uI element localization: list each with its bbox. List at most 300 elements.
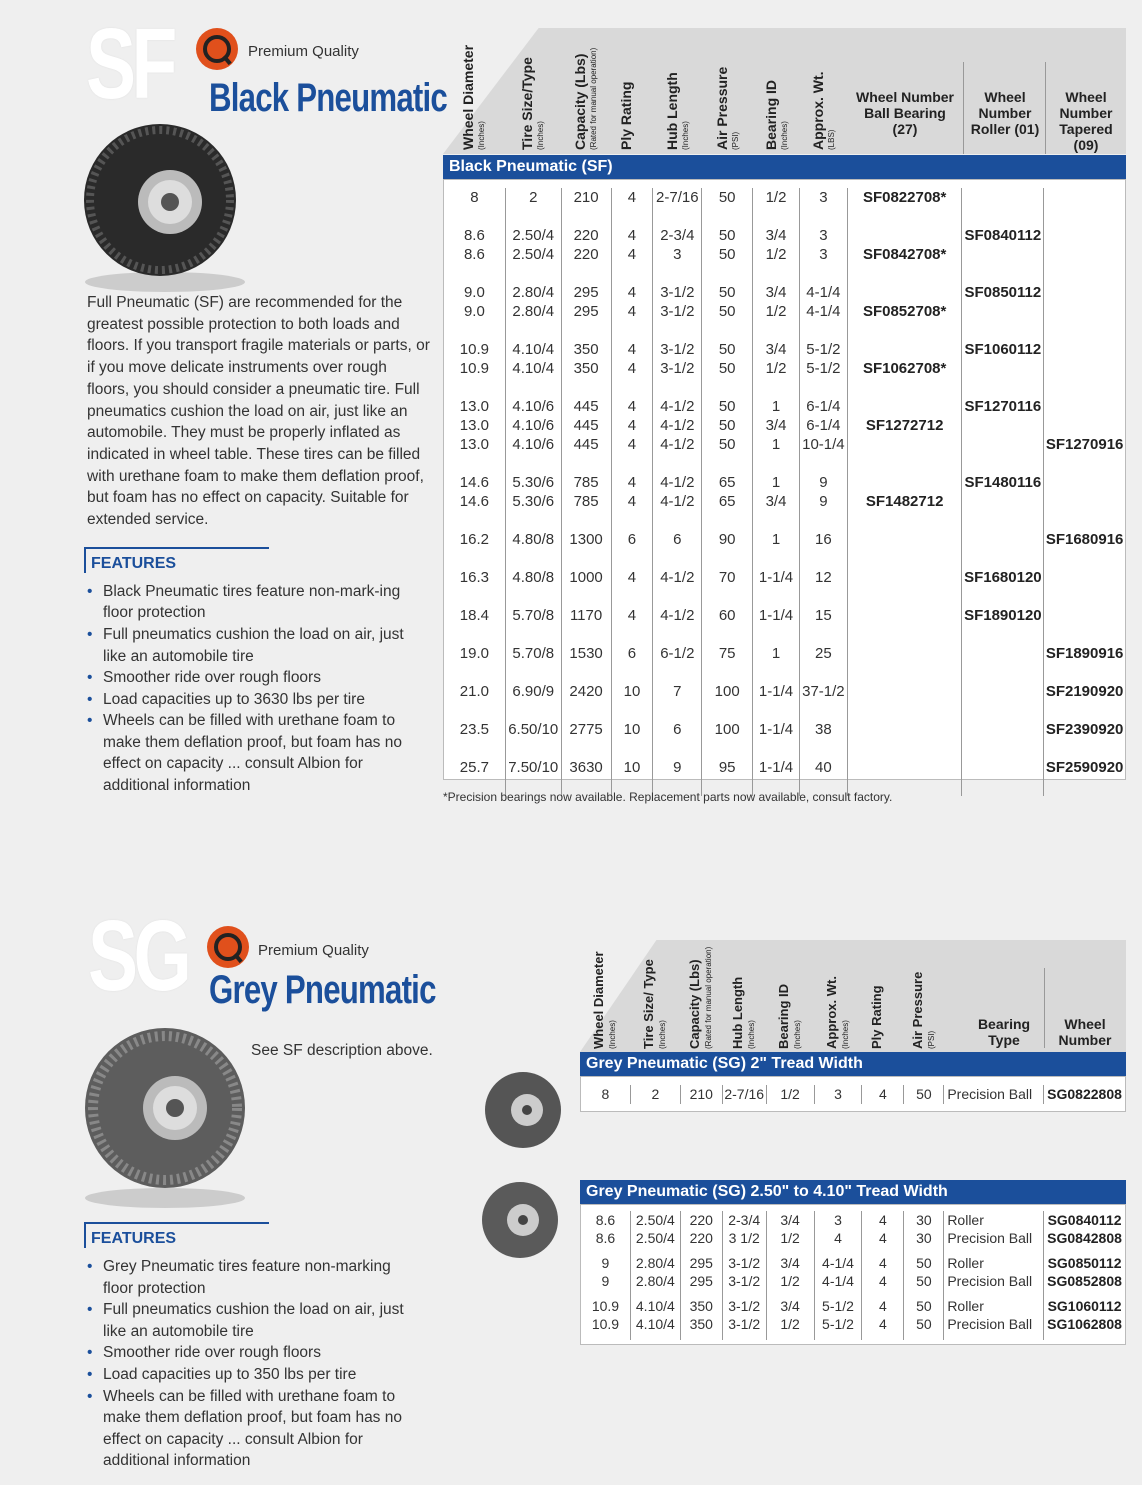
- table-cell: 1: [753, 473, 800, 492]
- cell-divider: [506, 587, 562, 606]
- cell-divider: [904, 1333, 944, 1340]
- cell-divider: [1044, 321, 1125, 340]
- cell-divider: [962, 701, 1044, 720]
- table-cell: 3 1/2: [723, 1229, 767, 1247]
- table-cell: 350: [562, 340, 612, 359]
- table-cell: 50: [702, 435, 753, 454]
- sg-table-body-1: [580, 1076, 1126, 1112]
- table-cell: [848, 568, 963, 587]
- table-cell: 4: [612, 416, 654, 435]
- table-cell: Precision Ball: [944, 1085, 1044, 1104]
- cell-divider: [962, 587, 1044, 606]
- row-spacer: [444, 454, 1125, 473]
- cell-divider: [848, 625, 963, 644]
- cell-divider: [444, 587, 506, 606]
- table-cell: [848, 340, 963, 359]
- column-header: [869, 943, 897, 1049]
- row-spacer: [581, 1333, 1125, 1340]
- table-cell: 1530: [562, 644, 612, 663]
- table-cell: 1: [753, 644, 800, 663]
- cell-divider: [653, 378, 702, 397]
- table-cell: 4: [612, 473, 654, 492]
- cell-divider: [753, 264, 800, 283]
- cell-divider: [800, 739, 848, 758]
- table-cell: [1044, 397, 1125, 416]
- premium-quality: Premium Quality: [258, 942, 369, 959]
- table-cell: 6-1/2: [653, 644, 702, 663]
- sg-title: Grey Pneumatic: [209, 968, 436, 1012]
- cell-divider: [962, 777, 1044, 796]
- table-cell: 2.80/4: [631, 1254, 681, 1272]
- column-header: [519, 32, 547, 150]
- cell-divider: [800, 663, 848, 682]
- cell-divider: [581, 1247, 631, 1254]
- table-cell: SF2190920: [1045, 683, 1124, 700]
- feature-item: • Smoother ride over rough floors: [87, 1342, 417, 1364]
- table-cell: 2-3/4: [723, 1211, 767, 1229]
- row-spacer: [444, 321, 1125, 340]
- table-cell: [1044, 606, 1125, 625]
- table-cell: SF1890916: [1045, 645, 1124, 662]
- table-cell: 3/4: [767, 1211, 815, 1229]
- cell-divider: [506, 739, 562, 758]
- column-header: [824, 943, 852, 1049]
- table-cell: 50: [904, 1315, 944, 1333]
- table-cell: 1-1/4: [753, 758, 800, 777]
- column-header: [776, 943, 804, 1049]
- premium-quality: Premium Quality: [248, 43, 359, 60]
- cell-divider: [1044, 777, 1125, 796]
- table-cell: [1044, 226, 1125, 245]
- table-cell: SF1890120: [962, 606, 1044, 625]
- cell-divider: [681, 1290, 723, 1297]
- column-header-title: Hub Length: [663, 72, 680, 150]
- table-cell: SG0842808: [1047, 1230, 1122, 1246]
- table-cell: 1-1/4: [753, 720, 800, 739]
- column-header-unit: (PSI): [927, 1030, 936, 1049]
- table-cell: 4: [862, 1315, 904, 1333]
- table-cell: 3-1/2: [653, 302, 702, 321]
- table-cell: 1-1/4: [753, 606, 800, 625]
- table-cell: 1/2: [753, 188, 800, 207]
- cell-divider: [562, 663, 612, 682]
- feature-item: • Full pneumatics cushion the load on air, just like an automobile tire: [87, 624, 417, 667]
- table-cell: 1: [753, 397, 800, 416]
- table-cell: 30: [904, 1229, 944, 1247]
- cell-divider: [702, 625, 753, 644]
- table-cell: 4.10/6: [506, 416, 562, 435]
- wheel-number-header: Wheel Number: [1058, 1016, 1112, 1048]
- table-cell: Roller: [944, 1297, 1044, 1315]
- table-row: [581, 1297, 1125, 1315]
- cell-divider: [800, 264, 848, 283]
- table-cell: [1044, 340, 1125, 359]
- table-cell: 4: [862, 1254, 904, 1272]
- cell-divider: [767, 1247, 815, 1254]
- table-cell: 2.50/4: [506, 226, 562, 245]
- table-cell: 4.10/4: [631, 1297, 681, 1315]
- table-cell: 9.0: [444, 283, 506, 302]
- table-cell: 4-1/2: [653, 435, 702, 454]
- sf-section-bar: Black Pneumatic (SF): [443, 155, 1126, 179]
- table-cell: 12: [800, 568, 848, 587]
- column-header-title: Tire Size/ Type: [641, 959, 656, 1049]
- column-header-title: Capacity (Lbs): [572, 53, 588, 150]
- cell-divider: [612, 663, 654, 682]
- table-cell: 4: [612, 302, 654, 321]
- column-header-title: Ply Rating: [618, 81, 634, 150]
- table-cell: 6: [653, 530, 702, 549]
- table-cell: 50: [702, 188, 753, 207]
- ball-bearing-header: Wheel Number Ball Bearing (27): [855, 89, 954, 137]
- table-cell: [962, 188, 1044, 207]
- table-cell: 9: [800, 492, 848, 511]
- cell-divider: [612, 321, 654, 340]
- table-cell: 220: [681, 1211, 723, 1229]
- cell-divider: [800, 454, 848, 473]
- cell-divider: [862, 1333, 904, 1340]
- cell-divider: [612, 701, 654, 720]
- table-row: [444, 758, 1125, 777]
- cell-divider: [681, 1247, 723, 1254]
- table-cell: 295: [562, 283, 612, 302]
- cell-divider: [444, 739, 506, 758]
- table-cell: 5-1/2: [800, 340, 848, 359]
- table-row: [444, 340, 1125, 359]
- table-cell: 1000: [562, 568, 612, 587]
- cell-divider: [753, 549, 800, 568]
- roller-header: Wheel Number Roller (01): [970, 89, 1040, 137]
- black-tire-image: [80, 120, 250, 295]
- table-cell: 295: [562, 302, 612, 321]
- table-cell: 4.80/8: [506, 568, 562, 587]
- table-cell: SF1480116: [962, 473, 1044, 492]
- cell-divider: [800, 378, 848, 397]
- cell-divider: [753, 587, 800, 606]
- table-row: [444, 492, 1125, 511]
- cell-divider: [562, 207, 612, 226]
- table-cell: 6-1/4: [800, 397, 848, 416]
- cell-divider: [1044, 663, 1125, 682]
- table-cell: 220: [562, 245, 612, 264]
- table-cell: 50: [904, 1297, 944, 1315]
- cell-divider: [702, 321, 753, 340]
- table-cell: 8.6: [581, 1229, 631, 1247]
- cell-divider: [681, 1333, 723, 1340]
- table-cell: 3: [815, 1085, 863, 1104]
- cell-divider: [962, 454, 1044, 473]
- cell-divider: [653, 511, 702, 530]
- table-cell: 50: [904, 1272, 944, 1290]
- cell-divider: [702, 264, 753, 283]
- cell-divider: [653, 625, 702, 644]
- table-cell: SF1062708*: [848, 359, 963, 378]
- table-cell: 50: [702, 302, 753, 321]
- table-cell: 6: [612, 644, 654, 663]
- row-spacer: [444, 264, 1125, 283]
- cell-divider: [562, 549, 612, 568]
- table-cell: 4: [612, 226, 654, 245]
- table-cell: 50: [702, 245, 753, 264]
- table-cell: 4-1/2: [653, 416, 702, 435]
- table-cell: 10.9: [444, 359, 506, 378]
- cell-divider: [962, 739, 1044, 758]
- column-header-unit: (Rated for manual operation): [704, 946, 713, 1049]
- table-cell: SF2590920: [1045, 759, 1124, 776]
- table-cell: 6-1/4: [800, 416, 848, 435]
- table-cell: [962, 416, 1044, 435]
- cell-divider: [653, 454, 702, 473]
- column-header-unit: (Rated for manual operation): [589, 47, 598, 150]
- table-cell: [962, 644, 1044, 663]
- table-cell: SF0840112: [962, 226, 1044, 245]
- cell-divider: [962, 663, 1044, 682]
- table-cell: 5-1/2: [800, 359, 848, 378]
- table-cell: 1/2: [753, 245, 800, 264]
- cell-divider: [962, 378, 1044, 397]
- table-cell: 3-1/2: [653, 359, 702, 378]
- cell-divider: [848, 207, 963, 226]
- cell-divider: [962, 207, 1044, 226]
- table-cell: SG0852808: [1047, 1273, 1122, 1289]
- table-cell: 100: [702, 682, 753, 701]
- table-cell: 75: [702, 644, 753, 663]
- divider: [1044, 968, 1045, 1048]
- table-cell: [1044, 359, 1125, 378]
- cell-divider: [904, 1247, 944, 1254]
- cell-divider: [815, 1290, 863, 1297]
- table-cell: 4.10/6: [506, 435, 562, 454]
- table-cell: [1044, 283, 1125, 302]
- table-cell: 2.80/4: [506, 283, 562, 302]
- table-cell: [962, 758, 1044, 777]
- table-cell: 50: [904, 1254, 944, 1272]
- table-cell: 210: [681, 1085, 723, 1104]
- table-cell: 3-1/2: [653, 340, 702, 359]
- feature-item: • Wheels can be filled with urethane foam to make them deflation proof, but foam has no effect on capacity ... consult Albion for additional information: [87, 710, 417, 796]
- table-cell: 30: [904, 1211, 944, 1229]
- tapered-header: Wheel Number Tapered (09): [1059, 89, 1113, 153]
- table-cell: 1: [753, 435, 800, 454]
- row-spacer: [444, 663, 1125, 682]
- cell-divider: [800, 511, 848, 530]
- table-cell: 6.90/9: [506, 682, 562, 701]
- table-cell: 14.6: [444, 492, 506, 511]
- cell-divider: [1044, 549, 1125, 568]
- table-row: [581, 1085, 1125, 1104]
- table-cell: 5.30/6: [506, 473, 562, 492]
- table-cell: 3-1/2: [653, 283, 702, 302]
- table-cell: 13.0: [444, 397, 506, 416]
- table-cell: 785: [562, 492, 612, 511]
- table-cell: [962, 245, 1044, 264]
- table-cell: 8.6: [444, 226, 506, 245]
- table-cell: [848, 644, 963, 663]
- table-cell: 8: [444, 188, 506, 207]
- table-cell: SG0850112: [1047, 1255, 1122, 1271]
- cell-divider: [1044, 378, 1125, 397]
- table-cell: SG0822808: [1047, 1086, 1122, 1102]
- column-header-title: Approx. Wt.: [810, 71, 826, 150]
- table-row: [444, 644, 1125, 663]
- row-spacer: [444, 549, 1125, 568]
- sf-description: Full Pneumatic (SF) are recommended for the greatest possible protection to both loads and floors. If you transport fragile materials or parts, or if you move delicate instruments over rough floors, you should consider a pneumatic tire. Full pneumatics cushion the load on air, just like an automobile. They must be properly inflated as indicated in wheel table. These tires can be filled with urethane foam to make them deflation proof, but foam has no effect on capacity. Suitable for extended service.: [87, 294, 430, 529]
- column-header-title: Bearing ID: [762, 79, 779, 150]
- column-header-unit: (Inches): [536, 121, 545, 150]
- table-cell: 220: [681, 1229, 723, 1247]
- cell-divider: [767, 1290, 815, 1297]
- cell-divider: [702, 454, 753, 473]
- table-cell: [1044, 302, 1125, 321]
- table-cell: 16.2: [444, 530, 506, 549]
- table-cell: 4-1/4: [815, 1272, 863, 1290]
- cell-divider: [702, 549, 753, 568]
- table-cell: [962, 492, 1044, 511]
- cell-divider: [562, 739, 612, 758]
- cell-divider: [612, 549, 654, 568]
- cell-divider: [653, 264, 702, 283]
- column-header-unit: (Inches): [779, 121, 789, 150]
- table-cell: 1: [753, 530, 800, 549]
- cell-divider: [904, 1290, 944, 1297]
- sg-description: See SF description above.: [251, 1042, 433, 1059]
- feature-item: • Grey Pneumatic tires feature non-marking floor protection: [87, 1256, 417, 1299]
- table-cell: [962, 682, 1044, 701]
- cell-divider: [506, 207, 562, 226]
- table-cell: 3: [815, 1211, 863, 1229]
- table-cell: 4-1/2: [653, 473, 702, 492]
- cell-divider: [753, 454, 800, 473]
- column-header-title: Capacity (Lbs): [687, 959, 702, 1049]
- cell-divider: [562, 264, 612, 283]
- cell-divider: [962, 625, 1044, 644]
- table-row: [444, 188, 1125, 207]
- table-cell: 2420: [562, 682, 612, 701]
- table-cell: 4: [612, 283, 654, 302]
- cell-divider: [506, 625, 562, 644]
- table-row: [444, 245, 1125, 264]
- table-cell: 1-1/4: [753, 568, 800, 587]
- row-spacer: [581, 1290, 1125, 1297]
- table-cell: SF1680120: [962, 568, 1044, 587]
- table-row: [444, 530, 1125, 549]
- cell-divider: [506, 264, 562, 283]
- table-cell: 295: [681, 1272, 723, 1290]
- cell-divider: [702, 378, 753, 397]
- table-cell: 2-3/4: [653, 226, 702, 245]
- cell-divider: [944, 1290, 1044, 1297]
- table-cell: 3/4: [753, 416, 800, 435]
- table-cell: 14.6: [444, 473, 506, 492]
- cell-divider: [444, 321, 506, 340]
- table-cell: 5-1/2: [815, 1297, 863, 1315]
- table-cell: 2-7/16: [723, 1085, 767, 1104]
- table-cell: 100: [702, 720, 753, 739]
- table-cell: SG0840112: [1047, 1212, 1122, 1228]
- cell-divider: [612, 587, 654, 606]
- table-cell: [962, 720, 1044, 739]
- cell-divider: [444, 625, 506, 644]
- table-cell: 8: [581, 1085, 631, 1104]
- table-cell: 6: [612, 530, 654, 549]
- table-cell: 3/4: [767, 1297, 815, 1315]
- cell-divider: [1044, 454, 1125, 473]
- table-cell: 2.50/4: [631, 1211, 681, 1229]
- cell-divider: [506, 663, 562, 682]
- table-cell: 4.10/6: [506, 397, 562, 416]
- table-cell: [848, 226, 963, 245]
- table-cell: 4: [612, 188, 654, 207]
- column-header-unit: (Inches): [841, 1020, 850, 1049]
- table-cell: 1/2: [767, 1272, 815, 1290]
- cell-divider: [753, 321, 800, 340]
- feature-item: • Full pneumatics cushion the load on air, just like an automobile tire: [87, 1299, 417, 1342]
- q-logo-icon: [207, 926, 249, 968]
- cell-divider: [444, 207, 506, 226]
- cell-divider: [631, 1247, 681, 1254]
- table-cell: Precision Ball: [944, 1229, 1044, 1247]
- cell-divider: [506, 454, 562, 473]
- cell-divider: [1044, 207, 1125, 226]
- cell-divider: [962, 264, 1044, 283]
- table-cell: 3: [800, 226, 848, 245]
- table-cell: 1/2: [753, 359, 800, 378]
- cell-divider: [800, 701, 848, 720]
- cell-divider: [444, 378, 506, 397]
- table-cell: 5.30/6: [506, 492, 562, 511]
- table-cell: 445: [562, 416, 612, 435]
- row-spacer: [444, 378, 1125, 397]
- table-cell: 4: [612, 435, 654, 454]
- cell-divider: [702, 207, 753, 226]
- cell-divider: [767, 1333, 815, 1340]
- table-row: [581, 1229, 1125, 1247]
- sf-features-heading: FEATURES: [84, 547, 269, 573]
- table-row: [444, 302, 1125, 321]
- table-row: [444, 226, 1125, 245]
- table-cell: 4: [612, 397, 654, 416]
- feature-item: • Load capacities up to 3630 lbs per tire: [87, 689, 417, 711]
- row-spacer: [581, 1247, 1125, 1254]
- table-cell: 50: [702, 283, 753, 302]
- cell-divider: [848, 663, 963, 682]
- table-cell: 4-1/2: [653, 568, 702, 587]
- column-header-unit: (Inches): [608, 1020, 617, 1049]
- table-cell: [1044, 568, 1125, 587]
- grey-tire-image: [80, 1020, 250, 1210]
- table-cell: 3/4: [753, 492, 800, 511]
- cell-divider: [444, 264, 506, 283]
- cell-divider: [653, 663, 702, 682]
- table-cell: 65: [702, 492, 753, 511]
- cell-divider: [444, 663, 506, 682]
- cell-divider: [581, 1290, 631, 1297]
- q-logo-icon: [196, 28, 238, 70]
- table-cell: [1044, 188, 1125, 207]
- column-header-unit: (Inches): [477, 121, 486, 150]
- cell-divider: [631, 1290, 681, 1297]
- table-cell: 220: [562, 226, 612, 245]
- table-cell: 4: [862, 1085, 904, 1104]
- column-header: [664, 32, 692, 150]
- table-cell: Precision Ball: [944, 1315, 1044, 1333]
- table-cell: Roller: [944, 1211, 1044, 1229]
- column-header-title: Ply Rating: [869, 985, 884, 1049]
- cell-divider: [723, 1333, 767, 1340]
- cell-divider: [1044, 511, 1125, 530]
- column-header-title: Hub Length: [730, 976, 745, 1049]
- cell-divider: [444, 511, 506, 530]
